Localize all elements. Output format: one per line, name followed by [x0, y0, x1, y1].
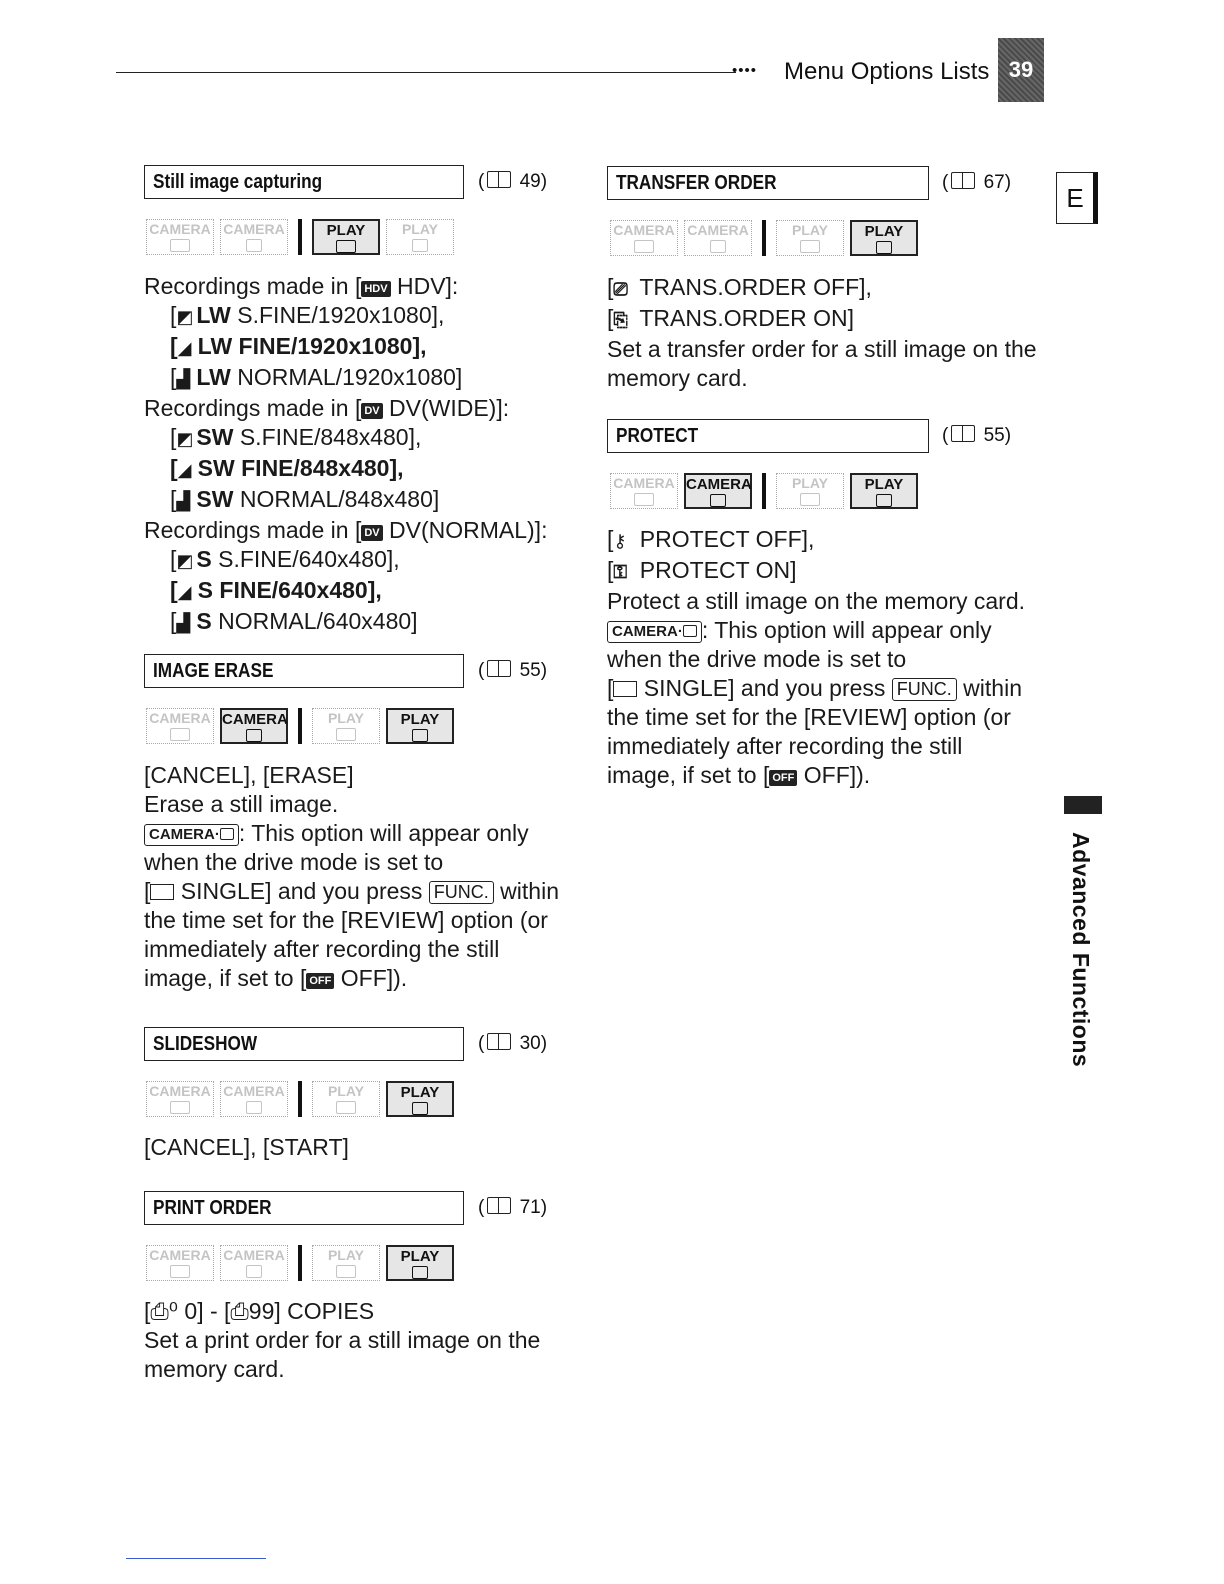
text-line: CAMERA· : This option will appear only: [144, 819, 559, 848]
quality-superfine-icon: ◩: [176, 307, 194, 327]
tape-icon: [800, 493, 820, 506]
text-line: [▟ SW NORMAL/848x480]: [144, 485, 547, 516]
mode-play-card: PLAY: [850, 220, 918, 256]
book-icon: [487, 1033, 511, 1050]
mode-play-tape: PLAY: [312, 1081, 380, 1117]
text-line: when the drive mode is set to: [607, 646, 907, 672]
card-icon: [246, 1101, 262, 1114]
mode-play-card: PLAY: [850, 473, 918, 509]
card-icon: [412, 1266, 428, 1279]
single-frame-icon: [150, 884, 174, 900]
mode-divider: [762, 220, 766, 256]
quality-superfine-icon: ◩: [176, 429, 194, 449]
book-icon: [487, 660, 511, 677]
section-title-transfer-order: TRANSFER ORDER: [607, 166, 929, 200]
quality-fine-icon: ◢: [177, 338, 192, 358]
image-erase-body: [144, 761, 559, 993]
mode-play-card: PLAY: [386, 219, 454, 255]
mode-play-tape: PLAY: [312, 219, 380, 255]
text-line: [⚷ PROTECT OFF],: [607, 525, 1025, 556]
card-icon: [412, 729, 428, 742]
text-line: [⎘ TRANS.ORDER ON]: [607, 304, 1037, 335]
description-text: Protect a still image on the memory card.: [607, 588, 1025, 614]
page-ref-print-order: ( 71): [478, 1197, 548, 1218]
quality-fine-icon: ◢: [177, 582, 192, 602]
quality-fine-icon: ◢: [177, 460, 192, 480]
camera-card-key: CAMERA·: [144, 824, 239, 846]
tape-icon: [170, 1101, 190, 1114]
description-text: Set a transfer order for a still image on the: [607, 336, 1037, 362]
text-line: [◩ S S.FINE/640x480],: [144, 545, 547, 576]
mode-indicator-still-image: [146, 218, 460, 256]
mode-play-tape: PLAY: [776, 220, 844, 256]
card-icon: [220, 828, 234, 840]
page-header-title: Menu Options Lists: [784, 58, 990, 85]
mode-divider: [298, 1245, 302, 1281]
book-icon: [951, 172, 975, 189]
section-title-still-image: Still image capturing: [144, 165, 464, 199]
mode-camera-tape: CAMERA: [146, 708, 214, 744]
card-icon: [246, 1265, 262, 1278]
book-icon: [487, 171, 511, 188]
func-key: FUNC.: [429, 881, 494, 904]
mode-indicator-slideshow: [146, 1080, 460, 1118]
mode-divider: [762, 473, 766, 509]
tape-icon: [170, 1265, 190, 1278]
text-line: [◩ LW S.FINE/1920x1080],: [144, 301, 547, 332]
text-line: image, if set to [ OFF OFF]).: [144, 965, 408, 991]
page-ref-still-image: ( 49): [478, 171, 548, 192]
card-icon: [412, 239, 428, 252]
mode-play-card: PLAY: [386, 1081, 454, 1117]
text-line: image, if set to [ OFF OFF]).: [607, 762, 871, 788]
tape-icon: [170, 239, 190, 252]
section-title-image-erase: IMAGE ERASE: [144, 654, 464, 688]
tape-icon: [634, 240, 654, 253]
mode-play-tape: PLAY: [776, 473, 844, 509]
quality-normal-icon: ▟: [176, 491, 191, 511]
mode-play-card: PLAY: [386, 1245, 454, 1281]
text-line: Recordings made in [ HDV HDV]:: [144, 273, 459, 299]
protect-body: [607, 525, 1025, 790]
mode-divider: [298, 708, 302, 744]
mode-camera-card: CAMERA: [220, 708, 288, 744]
section-title-print-order: PRINT ORDER: [144, 1191, 464, 1225]
text-line: [ SINGLE] and you press FUNC. within: [607, 675, 1022, 701]
mode-camera-tape: CAMERA: [610, 473, 678, 509]
text-line: immediately after recording the still: [144, 936, 500, 962]
func-key: FUNC.: [892, 678, 957, 701]
tape-icon: [336, 1265, 356, 1278]
single-frame-icon: [613, 681, 637, 697]
key-on-icon: ⚿: [613, 562, 628, 582]
text-line: Recordings made in [ DV DV(WIDE)]:: [144, 395, 510, 421]
text-line: [◢ LW FINE/1920x1080],: [144, 332, 547, 363]
still-image-options: [144, 272, 547, 638]
dv-wide-icon: DV: [361, 403, 382, 419]
mode-play-tape: PLAY: [312, 1245, 380, 1281]
text-line: [⚿ PROTECT ON]: [607, 556, 1025, 587]
mode-camera-tape: CAMERA: [146, 1081, 214, 1117]
side-chapter-label: Advanced Functions: [1068, 832, 1094, 1068]
card-icon: [683, 625, 697, 637]
mode-camera-card: CAMERA: [684, 473, 752, 509]
text-line: [◢ S FINE/640x480],: [144, 576, 547, 607]
tape-icon: [800, 240, 820, 253]
hdv-icon: HDV: [361, 281, 390, 297]
description-text: Set a print order for a still image on the: [144, 1327, 541, 1353]
card-icon: [710, 240, 726, 253]
options-text: [CANCEL], [ERASE]: [144, 762, 354, 788]
section-title-slideshow: SLIDESHOW: [144, 1027, 464, 1061]
description-text: memory card.: [144, 1356, 285, 1382]
text-line: [◢ SW FINE/848x480],: [144, 454, 547, 485]
key-off-icon: ⚷: [613, 531, 627, 551]
mode-camera-card: CAMERA: [220, 1081, 288, 1117]
text-line: the time set for the [REVIEW] option (or: [144, 907, 548, 933]
tape-icon: [170, 728, 190, 741]
tape-icon: [336, 240, 356, 253]
language-tab: E: [1056, 172, 1098, 224]
mode-camera-card: CAMERA: [220, 1245, 288, 1281]
header-dots: ••••: [732, 62, 758, 79]
page-ref-protect: ( 55): [942, 425, 1012, 446]
mode-play-card: PLAY: [386, 708, 454, 744]
options-text: [⎙⁰ 0] - [⎙99] COPIES: [144, 1298, 375, 1324]
book-icon: [487, 1197, 511, 1214]
dv-normal-icon: DV: [361, 525, 382, 541]
card-icon: [246, 729, 262, 742]
text-line: immediately after recording the still: [607, 733, 963, 759]
tape-icon: [336, 728, 356, 741]
description-text: memory card.: [607, 365, 748, 391]
text-line: when the drive mode is set to: [144, 849, 444, 875]
page-ref-transfer-order: ( 67): [942, 172, 1012, 193]
transfer-on-icon: ⎘: [613, 310, 628, 330]
side-tab-marker: [1064, 796, 1102, 814]
description-text: Erase a still image.: [144, 791, 339, 817]
header-rule: [116, 72, 736, 73]
book-icon: [951, 425, 975, 442]
text-line: the time set for the [REVIEW] option (or: [607, 704, 1011, 730]
transfer-order-body: [607, 273, 1037, 393]
mode-indicator-print-order: [146, 1244, 460, 1282]
mode-divider: [298, 1081, 302, 1117]
mode-camera-card: CAMERA: [220, 219, 288, 255]
quality-normal-icon: ▟: [176, 613, 191, 633]
card-icon: [412, 1102, 428, 1115]
mode-indicator-protect: [610, 472, 924, 510]
text-line: Recordings made in [ DV DV(NORMAL)]:: [144, 517, 548, 543]
section-title-protect: PROTECT: [607, 419, 929, 453]
text-line: CAMERA· : This option will appear only: [607, 616, 1025, 645]
tape-icon: [634, 493, 654, 506]
print-order-body: [144, 1297, 540, 1384]
text-line: [⎚ TRANS.ORDER OFF],: [607, 273, 1037, 304]
page-ref-image-erase: ( 55): [478, 660, 548, 681]
off-icon: OFF: [306, 973, 334, 989]
card-icon: [876, 241, 892, 254]
text-line: [▟ LW NORMAL/1920x1080]: [144, 363, 547, 394]
mode-indicator-image-erase: [146, 707, 460, 745]
transfer-off-icon: ⎚: [613, 279, 628, 299]
page-ref-slideshow: ( 30): [478, 1033, 548, 1054]
text-line: [◩ SW S.FINE/848x480],: [144, 423, 547, 454]
footer-rule: [126, 1558, 266, 1559]
mode-camera-card: CAMERA: [684, 220, 752, 256]
mode-play-tape: PLAY: [312, 708, 380, 744]
options-text: [CANCEL], [START]: [144, 1134, 349, 1160]
mode-camera-tape: CAMERA: [146, 219, 214, 255]
text-line: [ SINGLE] and you press FUNC. within: [144, 878, 559, 904]
mode-camera-tape: CAMERA: [610, 220, 678, 256]
card-icon: [876, 494, 892, 507]
card-icon: [710, 494, 726, 507]
off-icon: OFF: [769, 770, 797, 786]
tape-icon: [336, 1101, 356, 1114]
mode-camera-tape: CAMERA: [146, 1245, 214, 1281]
page-number: 39: [998, 38, 1044, 102]
quality-superfine-icon: ◩: [176, 551, 194, 571]
mode-divider: [298, 219, 302, 255]
camera-card-key: CAMERA·: [607, 621, 702, 643]
quality-normal-icon: ▟: [176, 369, 191, 389]
text-line: [▟ S NORMAL/640x480]: [144, 607, 547, 638]
card-icon: [246, 239, 262, 252]
mode-indicator-transfer-order: [610, 219, 924, 257]
